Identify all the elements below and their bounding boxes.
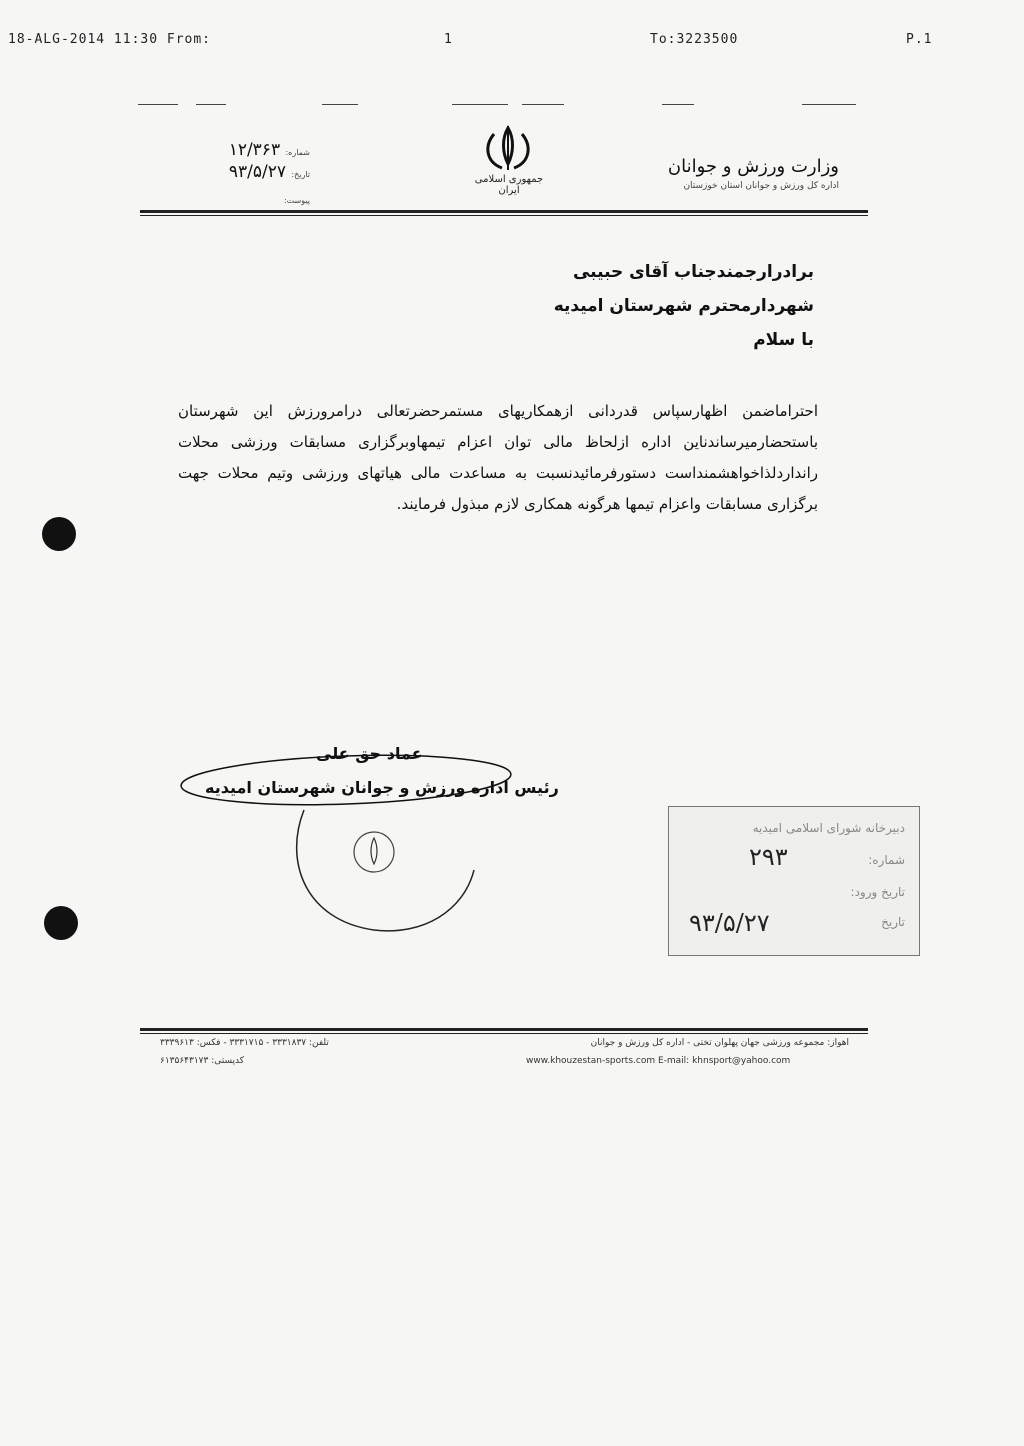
letter-number-value: ۱۲/۳۶۳ — [228, 140, 281, 160]
footer-rule-thin — [140, 1033, 868, 1034]
footer-postal-code: کدپستی: ۶۱۳۵۶۴۳۱۷۳ — [160, 1056, 244, 1066]
ministry-name: وزارت ورزش و جوانان — [667, 156, 839, 177]
letter-date-label: تاریخ: — [291, 170, 310, 179]
letter-date-value: ۹۳/۵/۲۷ — [228, 162, 286, 182]
ministry-subtitle: اداره کل ورزش و جوانان استان خوزستان — [683, 181, 839, 191]
fax-page-number: 1 — [444, 32, 453, 47]
addressee-title: شهردارمحترم شهرستان امیدیه — [553, 296, 814, 316]
letter-body: احتراماضمن اظهارسپاس قدردانی ازهمکاریهای مستمرحضرتعالی درامرورزش این شهرستان باستحضارمیرساندناین اداره ازلحاظ مالی توان اعزام تیمهاوبرگزاری مسابقات ورزشی محلات رانداردلذاخواهشمنداست دستورفرمائیدنسبت به مساعدت مالی هیاتهای ورزشی وتیم محلات جهت برگزاری مسابقات واعزام تیمها هرگونه همکاری لازم مبذول فرمایند. — [178, 402, 818, 513]
header-rule-thin — [140, 215, 868, 216]
letter-date — [150, 162, 310, 182]
stamp-date-label: تاریخ — [881, 915, 905, 929]
fax-page-label: P.1 — [906, 32, 933, 47]
emblem-caption: جمهوری اسلامی ایران — [474, 174, 544, 196]
iran-emblem-icon — [478, 124, 538, 174]
letter-number-label: شماره: — [285, 148, 310, 157]
footer-address: اهواز: مجموعه ورزشی جهان پهلوان تختی - اداره کل ورزش و جوانان — [590, 1038, 849, 1048]
header-dash — [522, 104, 564, 105]
signatory-name: عماد حق علی — [316, 744, 423, 763]
punch-hole — [42, 517, 76, 551]
fax-datetime: 18-ALG-2014 11:30 From: — [8, 32, 212, 47]
punch-hole — [44, 906, 78, 940]
signatory-title: رئیس اداره ورزش و جوانان شهرستان امیدیه — [205, 778, 559, 797]
footer-web-email: www.khouzestan-sports.com E-mail: khnsport@yahoo.com — [526, 1056, 791, 1066]
header-dash — [138, 104, 178, 105]
header-dash — [452, 104, 508, 105]
stamp-heading: دبیرخانه شورای اسلامی امیدیه — [752, 821, 905, 835]
header-rule — [140, 210, 868, 213]
footer-phones: تلفن: ۳۳۳۱۸۳۷ - ۳۳۳۱۷۱۵ - فکس: ۳۳۳۹۶۱۳ — [160, 1038, 329, 1048]
header-dash — [802, 104, 856, 105]
fax-recipient: To:3223500 — [650, 32, 739, 47]
stamp-number-value: ۲۹۳ — [749, 843, 788, 871]
footer-rule — [140, 1028, 868, 1031]
header-dash — [322, 104, 358, 105]
stamp-number-label: شماره: — [868, 853, 905, 867]
addressee-line: برادرارجمندجناب آقای حبیبی — [572, 262, 814, 282]
header-dash — [662, 104, 694, 105]
letter-attachment-label: پیوست: — [283, 196, 310, 205]
received-stamp — [668, 806, 920, 956]
letter-attachment — [150, 188, 310, 208]
header-dash — [196, 104, 226, 105]
official-seal-icon — [284, 790, 484, 940]
letter-number — [150, 140, 310, 160]
stamp-entry-label: تاریخ ورود: — [850, 885, 905, 899]
stamp-date-value: ۹۳/۵/۲۷ — [689, 909, 770, 937]
greeting: با سلام — [753, 330, 814, 350]
